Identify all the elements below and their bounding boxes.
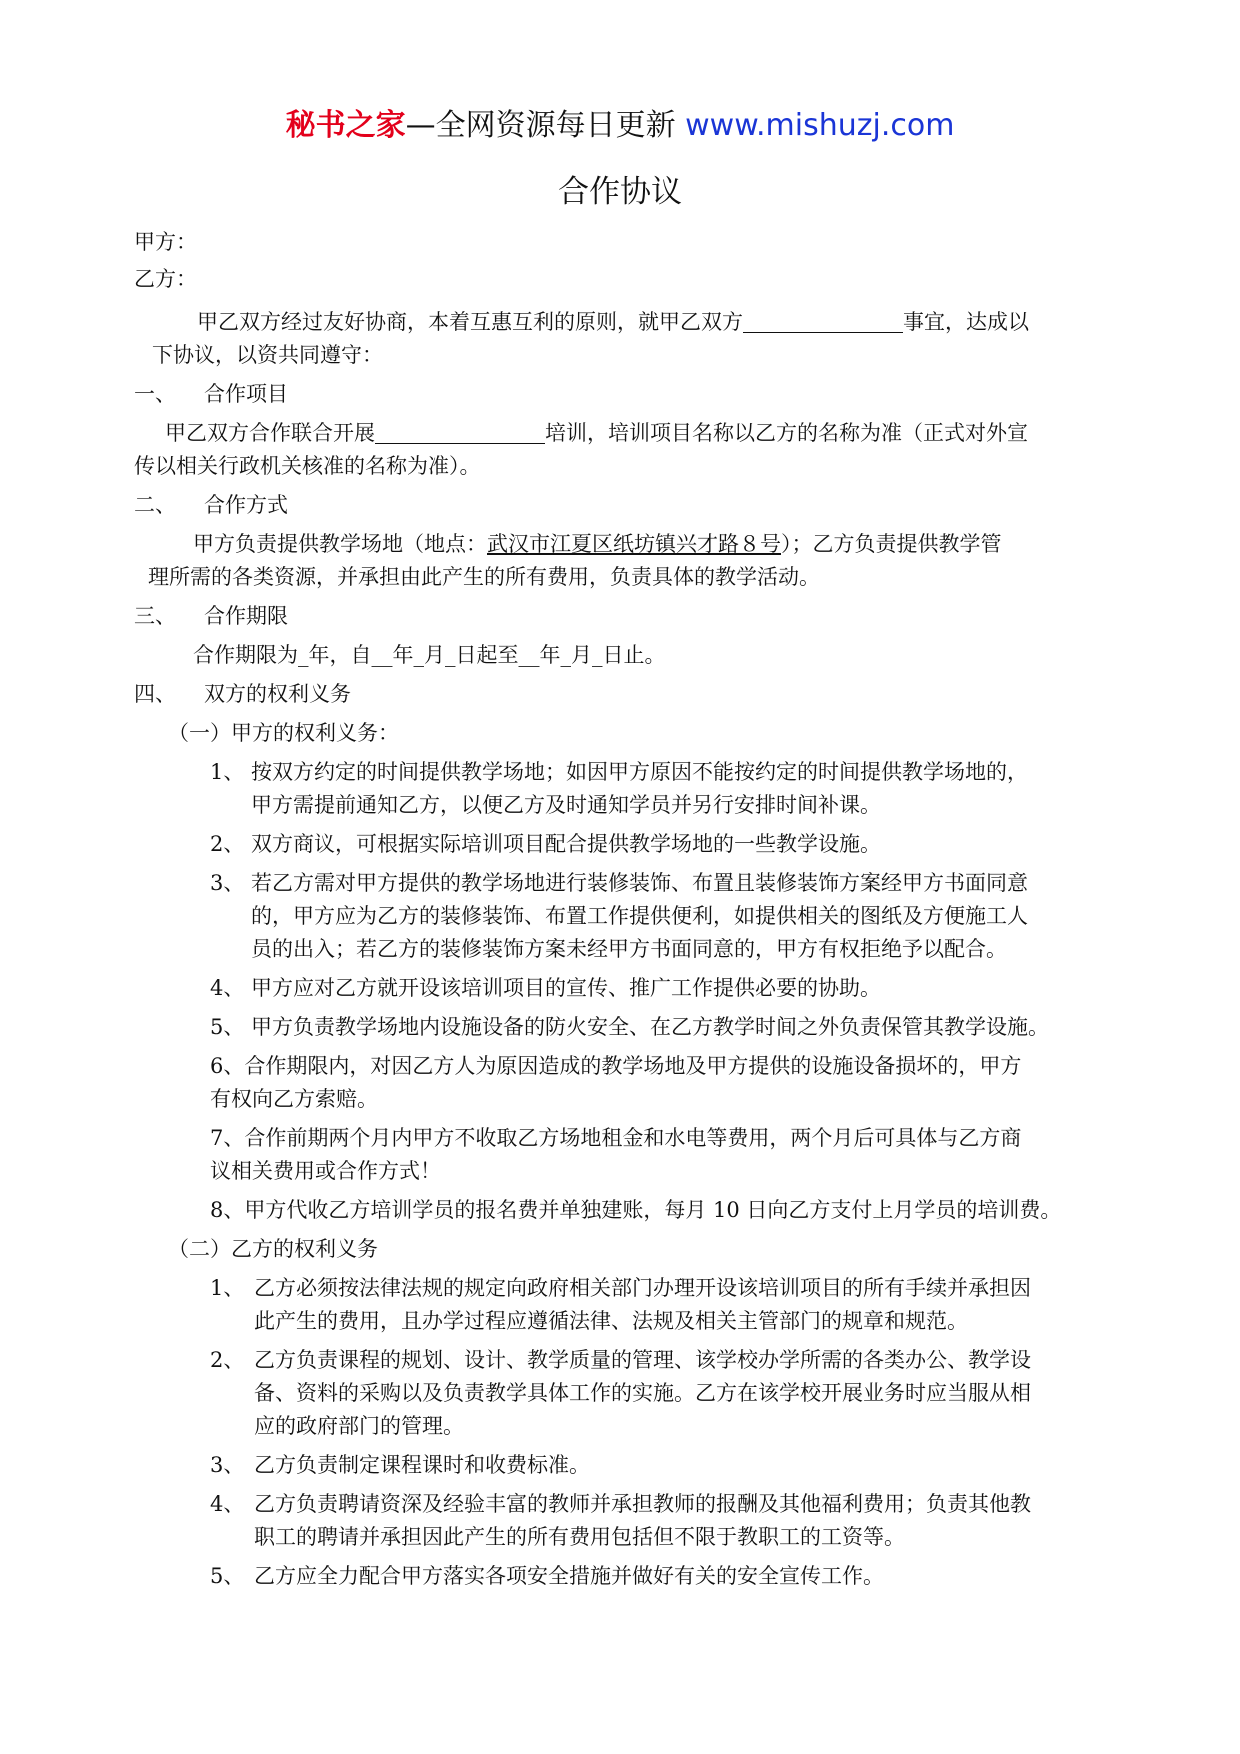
b4-line-1: 乙方负责聘请资深及经验丰富的教师并承担教师的报酬及其他福利费用；负责其他教 (254, 1492, 1031, 1516)
section-2-number: 二、 (134, 493, 176, 517)
section-3-heading (134, 600, 288, 632)
section-4-title: 双方的权利义务 (204, 682, 351, 706)
intro-line-2: 下协议，以资共同遵守： (152, 343, 383, 367)
b2-line-1: 乙方负责课程的规划、设计、教学质量的管理、该学校办学所需的各类办公、教学设 (254, 1348, 1031, 1372)
section-1-para-line-1 (165, 417, 1028, 449)
intro-text-b: 事宜，达成以 (903, 310, 1029, 334)
section-3-number: 三、 (134, 604, 176, 628)
b3-line-1: 乙方负责制定课程课时和收费标准。 (254, 1453, 590, 1477)
section-1-text-b: 培训，培训项目名称以乙方的名称为准（正式对外宣 (545, 421, 1028, 445)
a8-line-1: 8、甲方代收乙方培训学员的报名费并单独建账，每月 10 日向乙方支付上月学员的培训费。 (210, 1198, 1062, 1222)
section-1-number: 一、 (134, 382, 176, 406)
a1-number: 1、 (210, 760, 245, 784)
section-4-number: 四、 (134, 682, 176, 706)
b1-number: 1、 (210, 1276, 245, 1300)
subject-blank (743, 308, 903, 333)
a3-line-1: 若乙方需对甲方提供的教学场地进行装修装饰、布置且装修装饰方案经甲方书面同意 (251, 871, 1028, 895)
party-b-duties-heading: （二）乙方的权利义务 (168, 1237, 378, 1261)
a6-line-2: 有权向乙方索赔。 (210, 1087, 378, 1111)
party-b-label: 乙方： (134, 267, 197, 291)
site-banner (0, 100, 1240, 144)
a3-number: 3、 (210, 871, 245, 895)
b4-number: 4、 (210, 1492, 245, 1516)
section-2-title: 合作方式 (204, 493, 288, 517)
a3-line-2: 的，甲方应为乙方的装修装饰、布置工作提供便利，如提供相关的图纸及方便施工人 (251, 904, 1028, 928)
banner-dash: — (405, 108, 436, 143)
banner-url-link[interactable]: www.mishuzj.com (685, 108, 955, 143)
b4-line-2: 职工的聘请并承担因此产生的所有费用包括但不限于教职工的工资等。 (254, 1525, 905, 1549)
b5-number: 5、 (210, 1564, 245, 1588)
b2-line-3: 应的政府部门的管理。 (254, 1414, 464, 1438)
b3-number: 3、 (210, 1453, 245, 1477)
section-1-text-a: 甲乙双方合作联合开展 (165, 421, 375, 445)
a7-line-1: 7、合作前期两个月内甲方不收取乙方场地租金和水电等费用，两个月后可具体与乙方商 (210, 1126, 1022, 1150)
a1-line-1: 按双方约定的时间提供教学场地；如因甲方原因不能按约定的时间提供教学场地的， (251, 760, 1028, 784)
b5-line-1: 乙方应全力配合甲方落实各项安全措施并做好有关的安全宣传工作。 (254, 1564, 884, 1588)
section-1-heading (134, 378, 288, 410)
section-3-title: 合作期限 (204, 604, 288, 628)
section-3-para: 合作期限为_年，自__年_月_日起至__年_月_日止。 (193, 643, 666, 667)
a7-line-2: 议相关费用或合作方式！ (210, 1159, 441, 1183)
venue-address: 武汉市江夏区纸坊镇兴才路８号 (487, 532, 781, 556)
party-a-label: 甲方： (134, 230, 197, 254)
b1-line-1: 乙方必须按法律法规的规定向政府相关部门办理开设该培训项目的所有手续并承担因 (254, 1276, 1031, 1300)
a5-line-1: 甲方负责教学场地内设施设备的防火安全、在乙方教学时间之外负责保管其教学设施。 (251, 1015, 1049, 1039)
section-2-text-a: 甲方负责提供教学场地（地点： (193, 532, 487, 556)
intro-line-1 (197, 306, 1029, 338)
a5-number: 5、 (210, 1015, 245, 1039)
a3-line-3: 员的出入；若乙方的装修装饰方案未经甲方书面同意的，甲方有权拒绝予以配合。 (251, 937, 1007, 961)
intro-text-a: 甲乙双方经过友好协商，本着互惠互利的原则，就甲乙双方 (197, 310, 743, 334)
a1-line-2: 甲方需提前通知乙方，以便乙方及时通知学员并另行安排时间补课。 (251, 793, 881, 817)
a6-line-1: 6、合作期限内，对因乙方人为原因造成的教学场地及甲方提供的设施设备损坏的，甲方 (210, 1054, 1022, 1078)
section-2-text-b: ）；乙方负责提供教学管 (781, 532, 1002, 556)
section-1-para-line-2: 传以相关行政机关核准的名称为准）。 (134, 454, 481, 478)
section-2-heading (134, 489, 288, 521)
a2-line-1: 双方商议，可根据实际培训项目配合提供教学场地的一些教学设施。 (251, 832, 881, 856)
b2-line-2: 备、资料的采购以及负责教学具体工作的实施。乙方在该学校开展业务时应当服从相 (254, 1381, 1031, 1405)
section-2-para-line-2: 理所需的各类资源，并承担由此产生的所有费用，负责具体的教学活动。 (148, 565, 820, 589)
a4-line-1: 甲方应对乙方就开设该培训项目的宣传、推广工作提供必要的协助。 (251, 976, 881, 1000)
a2-number: 2、 (210, 832, 245, 856)
brand-name: 秘书之家 (285, 108, 406, 143)
b2-number: 2、 (210, 1348, 245, 1372)
section-4-heading (134, 678, 351, 710)
banner-tagline: 全网资源每日更新 (435, 108, 676, 143)
b1-line-2: 此产生的费用，且办学过程应遵循法律、法规及相关主管部门的规章和规范。 (254, 1309, 968, 1333)
project-blank (375, 419, 545, 444)
section-2-para-line-1 (193, 528, 1002, 560)
document-title: 合作协议 (558, 174, 682, 210)
a4-number: 4、 (210, 976, 245, 1000)
party-a-duties-heading: （一）甲方的权利义务： (168, 721, 399, 745)
section-1-title: 合作项目 (204, 382, 288, 406)
